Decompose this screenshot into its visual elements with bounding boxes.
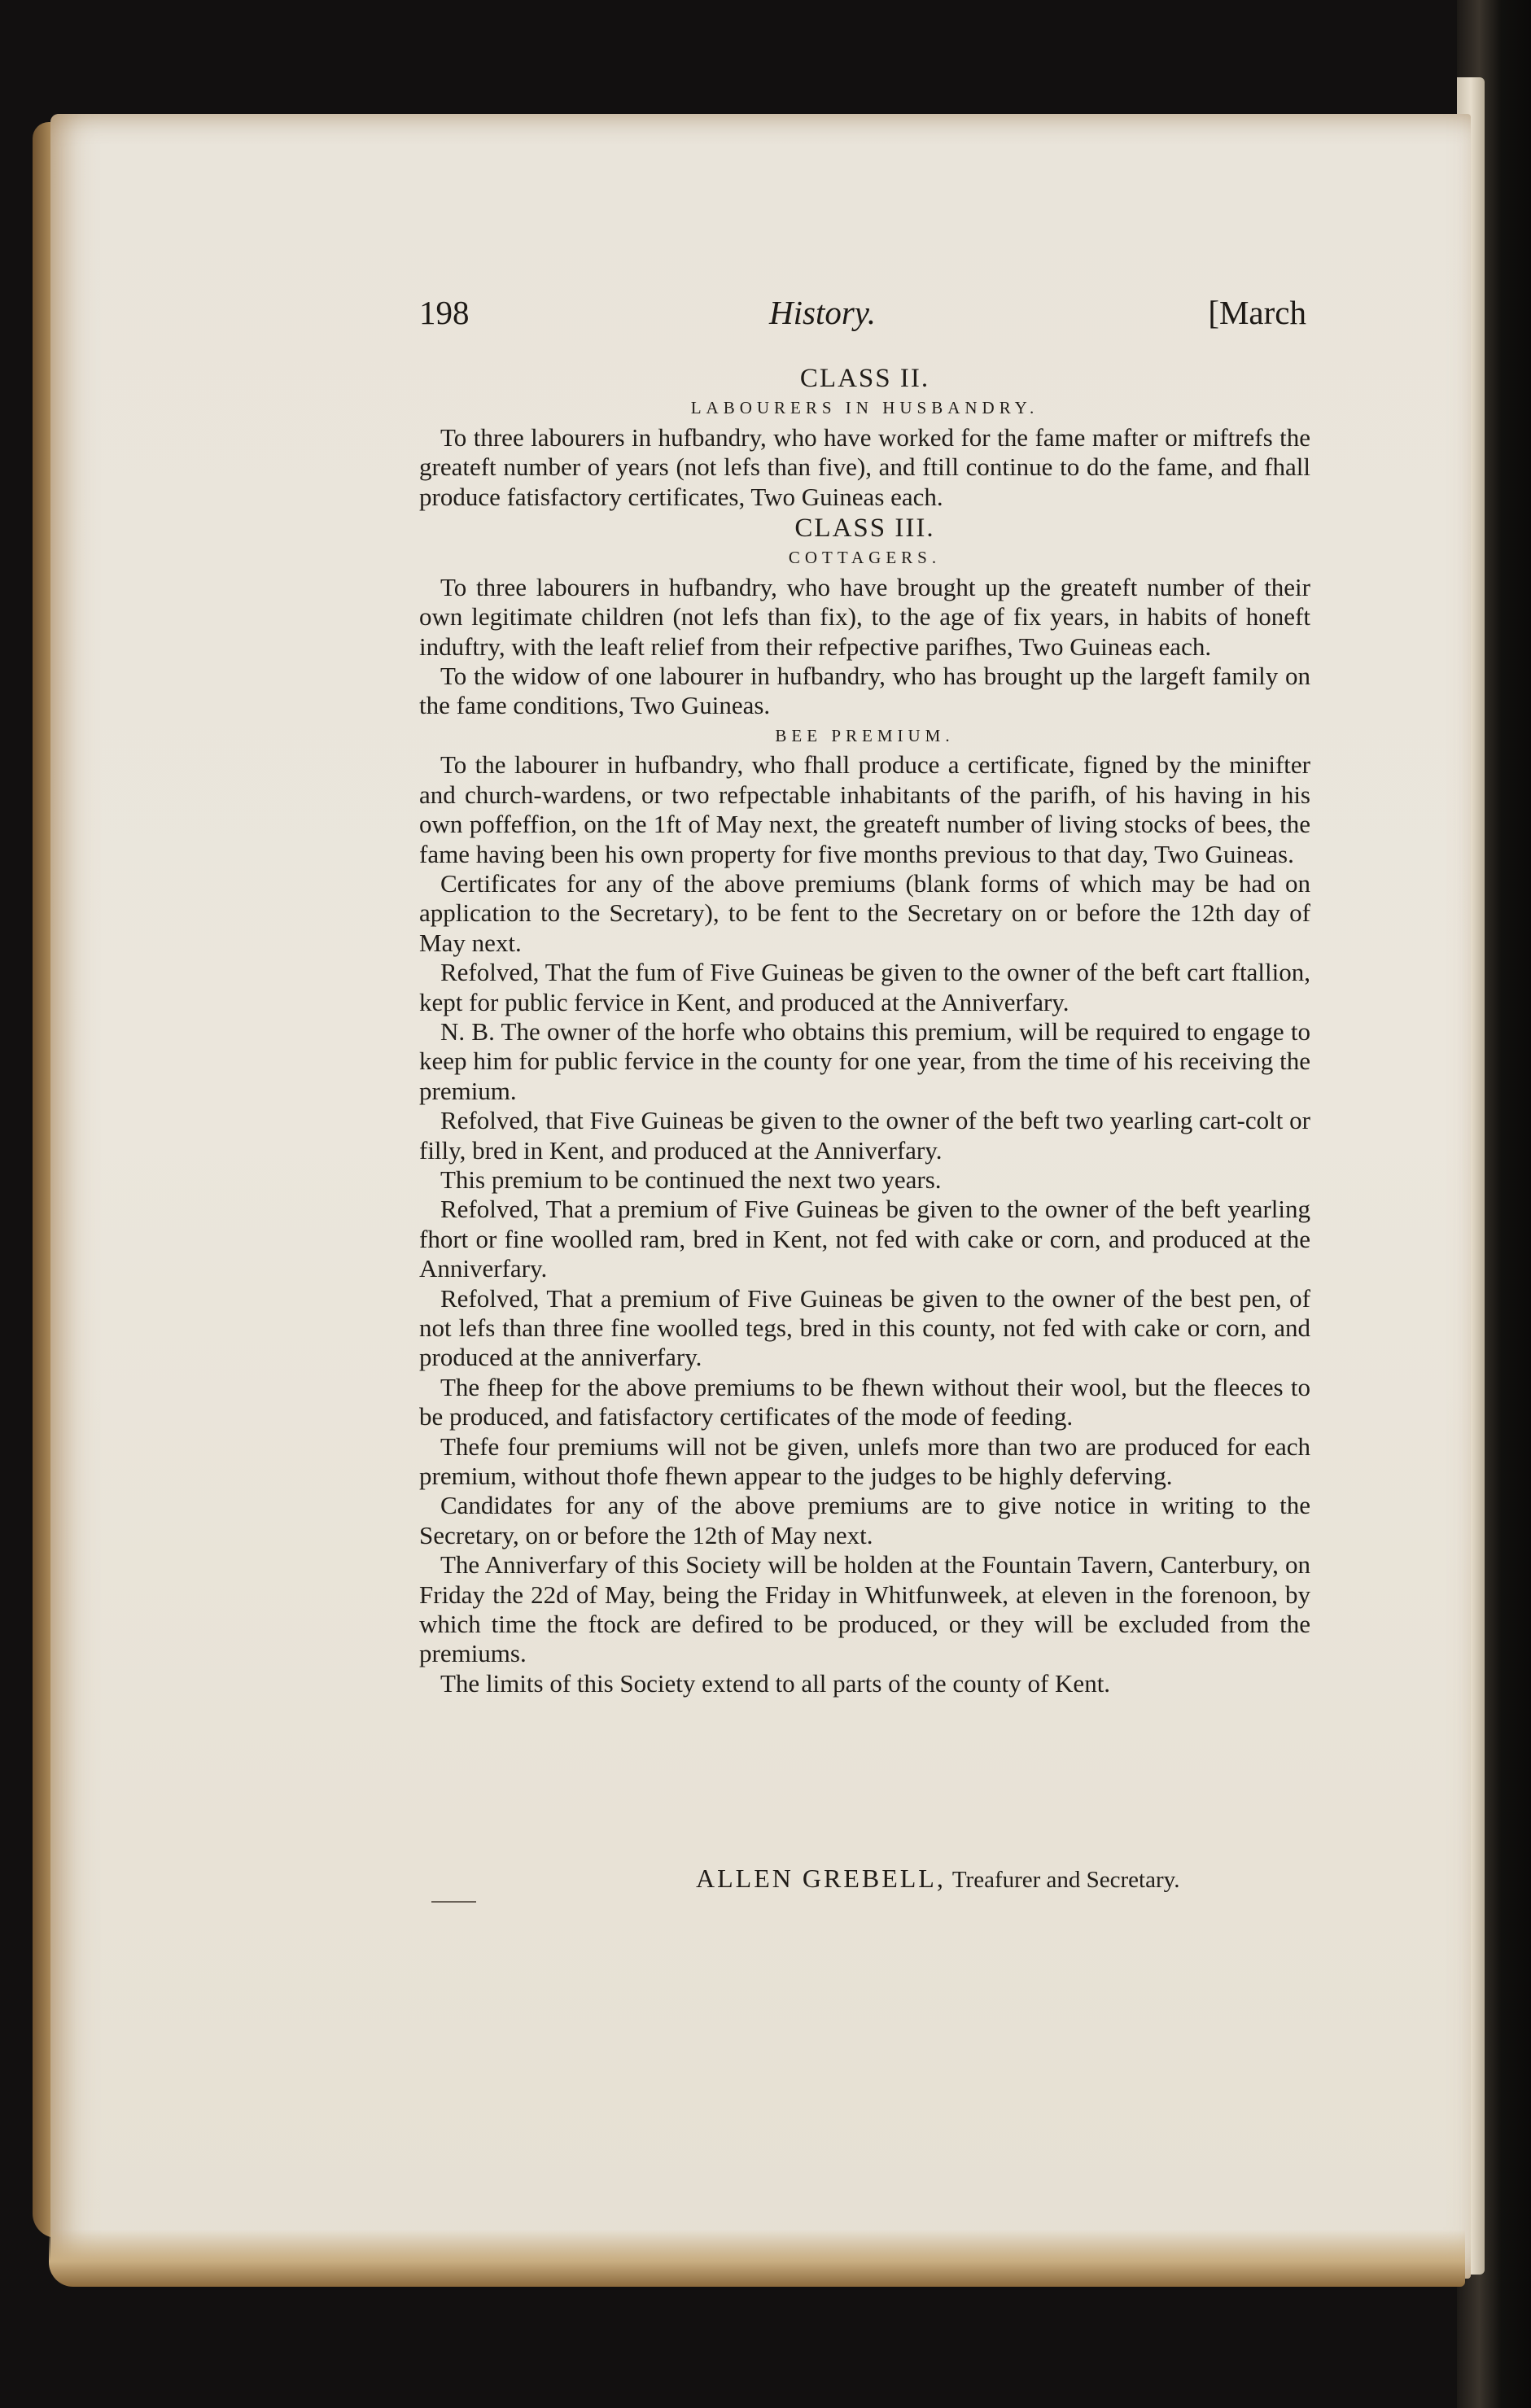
class-heading: CLASS II.: [799, 364, 930, 393]
running-head: [419, 293, 1306, 342]
class-heading: CLASS III.: [794, 514, 935, 544]
body-text: [419, 362, 1310, 1698]
paragraph: To three labourers in hufbandry, who have brought up the greateft number of their own legitimate children (not lefs than fix), to the age of fix years, in habits of honeft induftry, with the leaft relief from their refpective parifhes, Two Guineas each.: [419, 572, 1310, 661]
signature-title: Treafurer and Secretary.: [951, 1867, 1180, 1893]
paragraph: Refolved, That a premium of Five Guineas be given to the owner of the best pen, of not lefs than three fine woolled tegs, bred in this county, not fed with cake or corn, and produced at the anniverfary.: [419, 1283, 1310, 1372]
paragraph: Refolved, That a premium of Five Guineas be given to the owner of the beft yearling fhort or fine woolled ram, bred in Kent, not fed with cake or corn, and produced at the Anniverfary.: [419, 1195, 1310, 1283]
paragraph: To the widow of one labourer in hufbandry, who has brought up the largeft family on the fame conditions, Two Guineas.: [419, 662, 1310, 720]
paragraph: Refolved, That the fum of Five Guineas be given to the owner of the beft cart ftallion, kept for public fervice in Kent, and produced at the Anniverfary.: [419, 958, 1310, 1016]
paragraph: This premium to be continued the next two years.: [440, 1165, 942, 1194]
running-month: [March: [1208, 294, 1306, 331]
running-title: History.: [769, 294, 876, 331]
page-edge-bottom: [49, 2230, 1465, 2287]
paragraph: The Anniverfary of this Society will be holden at the Fountain Tavern, Canterbury, on Friday the 22d of May, being the Friday in Whitfunweek, at eleven in the forenoon, by which time the ftock are defired to be produced, or they will be excluded from the premiums.: [419, 1550, 1310, 1668]
section-subheading: LABOURERS IN HUSBANDRY.: [690, 398, 1039, 418]
signature: [696, 1864, 1314, 1894]
paragraph: Candidates for any of the above premiums are to give notice in writing to the Secretary, on or before the 12th of May next.: [419, 1491, 1310, 1549]
paragraph: N. B. The owner of the horfe who obtains this premium, will be required to engage to keep him for public fervice in the county for one year, from the time of his receiving the premium.: [419, 1016, 1310, 1105]
paragraph: The limits of this Society extend to all parts of the county of Kent.: [440, 1668, 1111, 1698]
page-number: 198: [419, 294, 470, 331]
paragraph: To the labourer in hufbandry, who fhall produce a certificate, figned by the minifter and church-wardens, or two refpectable inhabitants of the parifh, of his having in his own poffeffion, on the 1ft of May next, the greateft number of living stocks of bees, the fame having been his own property for five months previous to that day, Two Guineas.: [419, 750, 1310, 868]
rule-mark: [431, 1901, 476, 1903]
paragraph: The fheep for the above premiums to be fhewn without their wool, but the fleeces to be produced, and fatisfactory certificates of the mode of feeding.: [419, 1372, 1310, 1431]
paragraph: Thefe four premiums will not be given, unlefs more than two are produced for each premium, without thofe fhewn appear to the judges to be highly deferving.: [419, 1431, 1310, 1491]
paragraph: Certificates for any of the above premiums (blank forms of which may be had on application to the Secretary), to be fent to the Secretary on or before the 12th day of May next.: [419, 868, 1310, 957]
section-subheading: COTTAGERS.: [788, 548, 942, 568]
section-subheading: BEE PREMIUM.: [775, 725, 955, 745]
paragraph: Refolved, that Five Guineas be given to the owner of the beft two yearling cart-colt or filly, bred in Kent, and produced at the Anniverfary.: [419, 1106, 1310, 1165]
signature-name: ALLEN GREBELL,: [696, 1864, 946, 1893]
paragraph: To three labourers in hufbandry, who have worked for the fame mafter or miftrefs the greateft number of years (not lefs than five), and ftill continue to do the fame, and fhall produce fatisfactory certificates, Two Guineas each.: [419, 422, 1310, 511]
